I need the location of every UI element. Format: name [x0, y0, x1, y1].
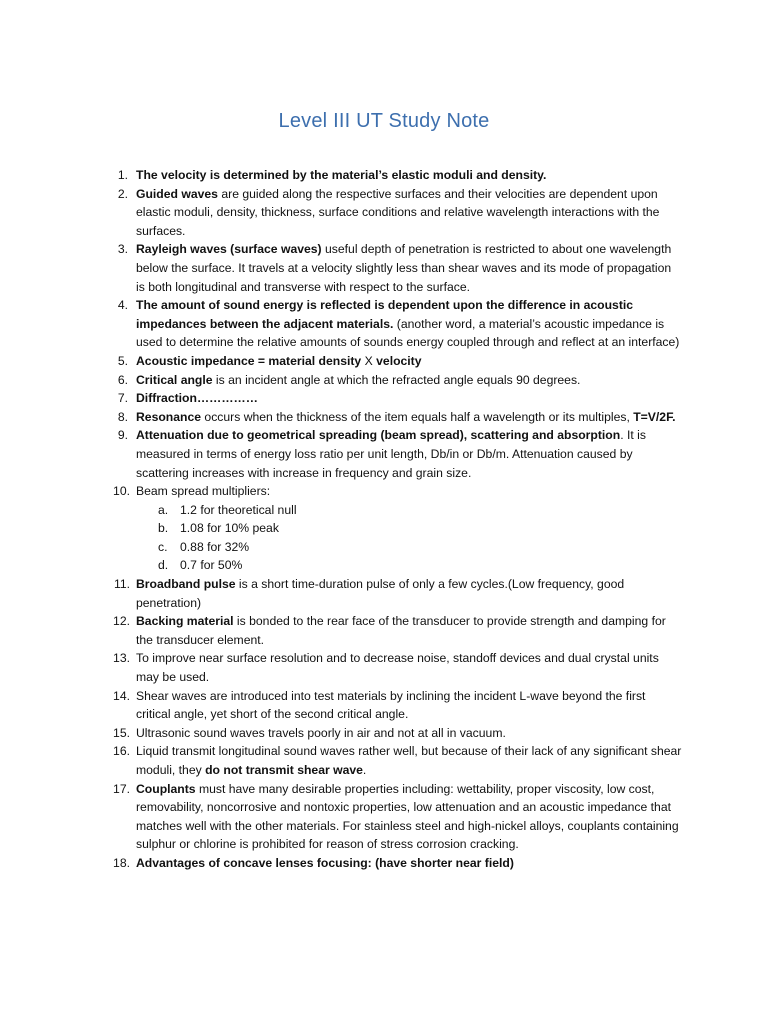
note-number: 18. [113, 855, 130, 870]
note-text: is bonded to the rear face of the transducer to provide strength and damping for the transducer element. [136, 614, 666, 647]
note-number: 2. [117, 186, 128, 201]
note-text-bold: Backing material [136, 614, 234, 629]
note-number: 1. [117, 168, 128, 182]
note-item [0, 742, 768, 779]
sub-item-letter: b. [158, 521, 169, 536]
note-number: 13. [113, 651, 130, 666]
note-text: is an incident angle at which the refracted angle equals 90 degrees. [212, 372, 581, 387]
note-text: X [364, 353, 373, 368]
note-item [0, 724, 768, 743]
note-item [0, 240, 768, 296]
note-text-bold: Diffraction…………… [136, 391, 258, 406]
note-number: 15. [113, 725, 130, 740]
note-item [0, 426, 768, 482]
note-text: are guided along the respective surfaces and their velocities are dependent upon elastic moduli, density, thickness, surface conditions and relative wavelength interactions with the surfaces. [136, 186, 660, 238]
note-number: 7. [117, 391, 128, 406]
note-text-bold: velocity [372, 353, 422, 368]
note-item [0, 408, 768, 427]
note-text-bold: T=V/2F. [633, 409, 676, 424]
note-item [0, 185, 768, 241]
note-text: To improve near surface resolution and to decrease noise, standoff devices and dual crystal units may be used. [136, 651, 659, 685]
note-number: 10. [113, 484, 130, 499]
note-number: 17. [113, 781, 130, 796]
note-item [0, 575, 768, 612]
sub-item-text: 1.2 for theoretical null [180, 502, 297, 517]
note-text: is a short time-duration pulse of only a few cycles.(Low frequency, good penetration) [136, 577, 625, 610]
note-item [0, 649, 768, 686]
study-notes-list [0, 166, 768, 873]
sub-list-item [136, 519, 682, 538]
note-text: . It is measured in terms of energy loss ratio per unit length, Db/in or Db/m. Attenuation caused by scattering increases with increase in frequency and grain size. [136, 428, 646, 480]
note-number: 14. [113, 688, 130, 703]
note-item [0, 166, 768, 185]
sub-item-letter: c. [158, 539, 168, 554]
sub-list-item [136, 538, 682, 557]
note-item [0, 687, 768, 724]
note-item [0, 854, 768, 873]
note-text-bold: Broadband pulse [136, 577, 236, 592]
note-number: 3. [117, 242, 128, 257]
note-text-bold: Guided waves [136, 186, 218, 201]
note-text-bold: Acoustic impedance = material density [136, 353, 365, 368]
note-item [0, 482, 768, 575]
note-number: 12. [113, 614, 130, 629]
sub-item-text: 0.88 for 32% [180, 539, 250, 554]
note-text: Liquid transmit longitudinal sound waves rather well, but because of their lack of any significant shear moduli, they [136, 744, 682, 777]
note-text-bold: Attenuation due to geometrical spreading (beam spread), scattering and absorption [136, 428, 621, 443]
sub-item-letter: a. [158, 502, 169, 517]
note-text-bold: The velocity is determined by the material’s elastic moduli and density. [136, 168, 547, 182]
note-number: 9. [117, 428, 128, 443]
note-item [0, 371, 768, 390]
note-item [0, 612, 768, 649]
note-text-bold: do not transmit shear wave [205, 763, 363, 777]
note-item [0, 780, 768, 854]
note-number: 16. [113, 744, 130, 759]
sub-list-item [136, 501, 682, 520]
note-item [0, 296, 768, 352]
note-text: Ultrasonic sound waves travels poorly in air and not at all in vacuum. [136, 725, 506, 740]
note-text: occurs when the thickness of the item equals half a wavelength or its multiples, [201, 409, 634, 424]
note-text-bold: Critical angle [136, 372, 213, 387]
sub-item-letter: d. [158, 558, 169, 573]
note-number: 6. [117, 372, 128, 387]
note-text-bold: Couplants [136, 781, 196, 796]
note-text-bold: Rayleigh waves (surface waves) [136, 242, 322, 257]
sub-item-text: 0.7 for 50% [180, 558, 243, 573]
sub-item-text: 1.08 for 10% peak [180, 521, 279, 536]
note-text-bold: The amount of sound energy is reflected is dependent upon the difference in acoustic impedances between the adjacent materials. [136, 298, 634, 331]
note-text: useful depth of penetration is restricted to about one wavelength below the surface. It travels at a velocity slightly less than shear waves and its mode of propagation is both longitudinal and transverse with respect to the surface. [136, 242, 672, 294]
note-text: must have many desirable properties including: wettability, proper viscosity, low cost, removability, noncorrosive and nontoxic properties, low attenuation and an acoustic impedance that matches well with the other materials. For stainless steel and high-nickel alloys, couplants containing sulphur or chlorine is prohibited for reason of stress corrosion cracking. [136, 781, 679, 852]
note-text: Shear waves are introduced into test materials by inclining the incident L-wave beyond the first critical angle, yet short of the second critical angle. [136, 688, 646, 722]
sub-list [136, 501, 682, 575]
note-item [0, 352, 768, 371]
note-number: 4. [117, 298, 128, 313]
note-text-bold: Resonance [136, 409, 202, 424]
note-text: . [362, 763, 367, 777]
note-number: 5. [117, 353, 128, 368]
note-text: (another word, a material’s acoustic impedance is used to determine the relative amounts of sounds energy coupled through and reflect at an interface) [136, 316, 680, 350]
sub-list-item [136, 556, 682, 575]
note-item [0, 389, 768, 408]
note-text: Beam spread multipliers: [136, 484, 271, 499]
page-title: Level III UT Study Note [278, 110, 490, 132]
note-text-bold: Advantages of concave lenses focusing: (have shorter near field) [136, 855, 514, 870]
note-number: 11. [113, 577, 130, 592]
note-number: 8. [117, 409, 128, 424]
